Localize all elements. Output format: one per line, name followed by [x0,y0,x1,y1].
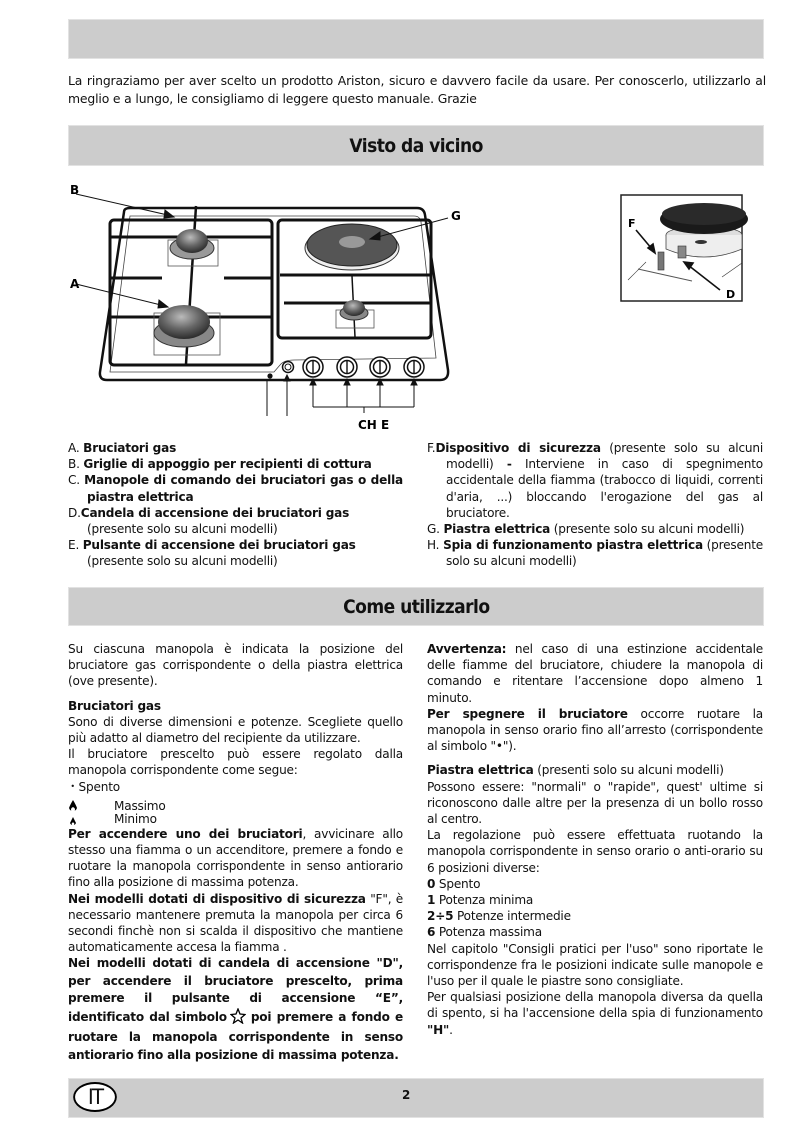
legend-right [427,440,763,570]
electric-plate-paragraph-2: La regolazione può essere effettuata ruotando la manopola corrispondente in senso orario o anti-orario su 6 posizioni diverse: [427,828,763,875]
usage-right-column [427,641,763,1038]
gas-burners-heading: Bruciatori gas [68,698,161,713]
diagram-label-g: G [451,209,461,223]
section-title-bar [68,125,764,166]
legend-left [68,440,403,570]
page-number: 2 [402,1088,411,1102]
electric-plate-paragraph-4: Per qualsiasi posizione della manopola diversa da quella di spento, si ha l'accensione della spia di funzionamento "H". [427,990,763,1037]
legend-item-c: C. Manopole di comando dei bruciatori gas o della piastra elettrica [68,473,403,504]
inset-label-f: F [628,217,636,230]
usage-left-column [68,641,403,1064]
legend-item-g: G. Piastra elettrica (presente solo su alcuni modelli) [427,522,745,537]
inset-label-d: D [726,288,736,301]
section-title: Come utilizzarlo [342,595,490,618]
warning-paragraph: Avvertenza: nel caso di una estinzione accidentale delle fiamme del bruciatore, chiudere la manopola di comando e ritentare l’accensione dopo almeno 1 minuto. [427,642,763,705]
gas-burners-paragraph: Sono di diverse dimensioni e potenze. Scegliete quello più adatto al diametro del recipiente da utilizzare. [68,714,403,746]
dial-intro-paragraph: Su ciascuna manopola è indicata la posizione del bruciatore gas corrispondente o della piastra elettrica (ove presente). [68,642,403,689]
footer-bar [68,1078,764,1118]
position-1: 1 Potenza minima [427,893,534,908]
section-title: Visto da vicino [349,134,483,157]
gas-burners-paragraph-2: Il bruciatore prescelto può essere regolato dalla manopola corrispondente come segue: [68,747,403,778]
electric-plate-paragraph-1: Possono essere: "normali" o "rapide", quest' ultime si riconoscono dalle altre per la presenza di un bollo rosso al centro. [427,779,763,827]
dot-icon: • [68,781,75,791]
legend-item-d: D.Candela di accensione dei bruciatori gas (presente solo su alcuni modelli) [68,505,350,537]
diagram-label-ch-e: CH E [358,418,390,432]
hob-diagram [62,180,462,435]
ignition-candle-paragraph: Nei modelli dotati di candela di accensione "D", per accendere il bruciatore prescelto, prima premere il pulsante di accensione “E”, identificato dal simbolo poi premere a fondo e ruotare la manopola corrispondente in senso antiorario fino alla posizione di massima potenza. [68,956,403,1062]
legend-item-f: F.Dispositivo di sicurezza (presente solo su alcuni modelli) - Interviene in caso di spegnimento accidentale della fiamma (trabocco di liquidi, correnti d'aria, ...) bloccando l'erogazione del gas al bruciatore. [427,441,764,520]
electric-plate-paragraph-3: Nel capitolo "Consigli pratici per l'uso" sono riportate le corrispondenze fra le posizioni indicate sulle manopole e l'uso per il quale le piastre sono consigliate. [427,941,763,989]
legend-item-b: B. Griglie di appoggio per recipienti di cottura [68,457,372,472]
position-2-5: 2÷5 Potenze intermedie [427,909,571,924]
turn-off-paragraph: Per spegnere il bruciatore occorre ruotare la manopola in senso orario fino all’arresto (corrispondente al simbolo "•"). [427,706,763,754]
section-title-bar [68,587,764,626]
legend-item-e: E. Pulsante di accensione dei bruciatori gas (presente solo su alcuni modelli) [68,538,356,569]
country-badge: IT [73,1082,117,1112]
position-6: 6 Potenza massima [427,925,542,940]
position-0: 0 Spento [427,876,481,891]
legend-item-a: A. Bruciatori gas [68,441,177,455]
symbol-off-row: • Spento [68,779,120,794]
ignite-paragraph: Per accendere uno dei bruciatori, avvicinare allo stesso una fiamma o un accenditore, premere a fondo e ruotare la manopola corrispondente in senso antiorario fino alla posizione di massima potenza. [68,826,404,890]
star-icon [230,1008,246,1030]
diagram-label-a: A [70,277,80,291]
diagram-label-b: B [70,183,80,197]
legend-item-h: H. Spia di funzionamento piastra elettrica (presente solo su alcuni modelli) [427,538,763,569]
electric-plate-heading: Piastra elettrica (presenti solo su alcuni modelli) [427,763,724,778]
intro-paragraph: La ringraziamo per aver scelto un prodotto Ariston, sicuro e davvero facile da usare. Per conoscerlo, utilizzarlo al meglio e a lungo, le consigliamo di leggere questo manuale. Grazie [68,73,766,106]
symbol-min-row: Minimo [68,813,403,826]
header-bar [68,19,764,59]
burner-inset-diagram [600,185,770,310]
symbol-max-row: Massimo [68,800,403,813]
safety-device-paragraph: Nei modelli dotati di dispositivo di sicurezza "F", è necessario mantenere premuta la manopola per circa 6 secondi finchè non si scalda il dispositivo che mantiene automaticamente accesa la fiamma . [68,891,403,955]
